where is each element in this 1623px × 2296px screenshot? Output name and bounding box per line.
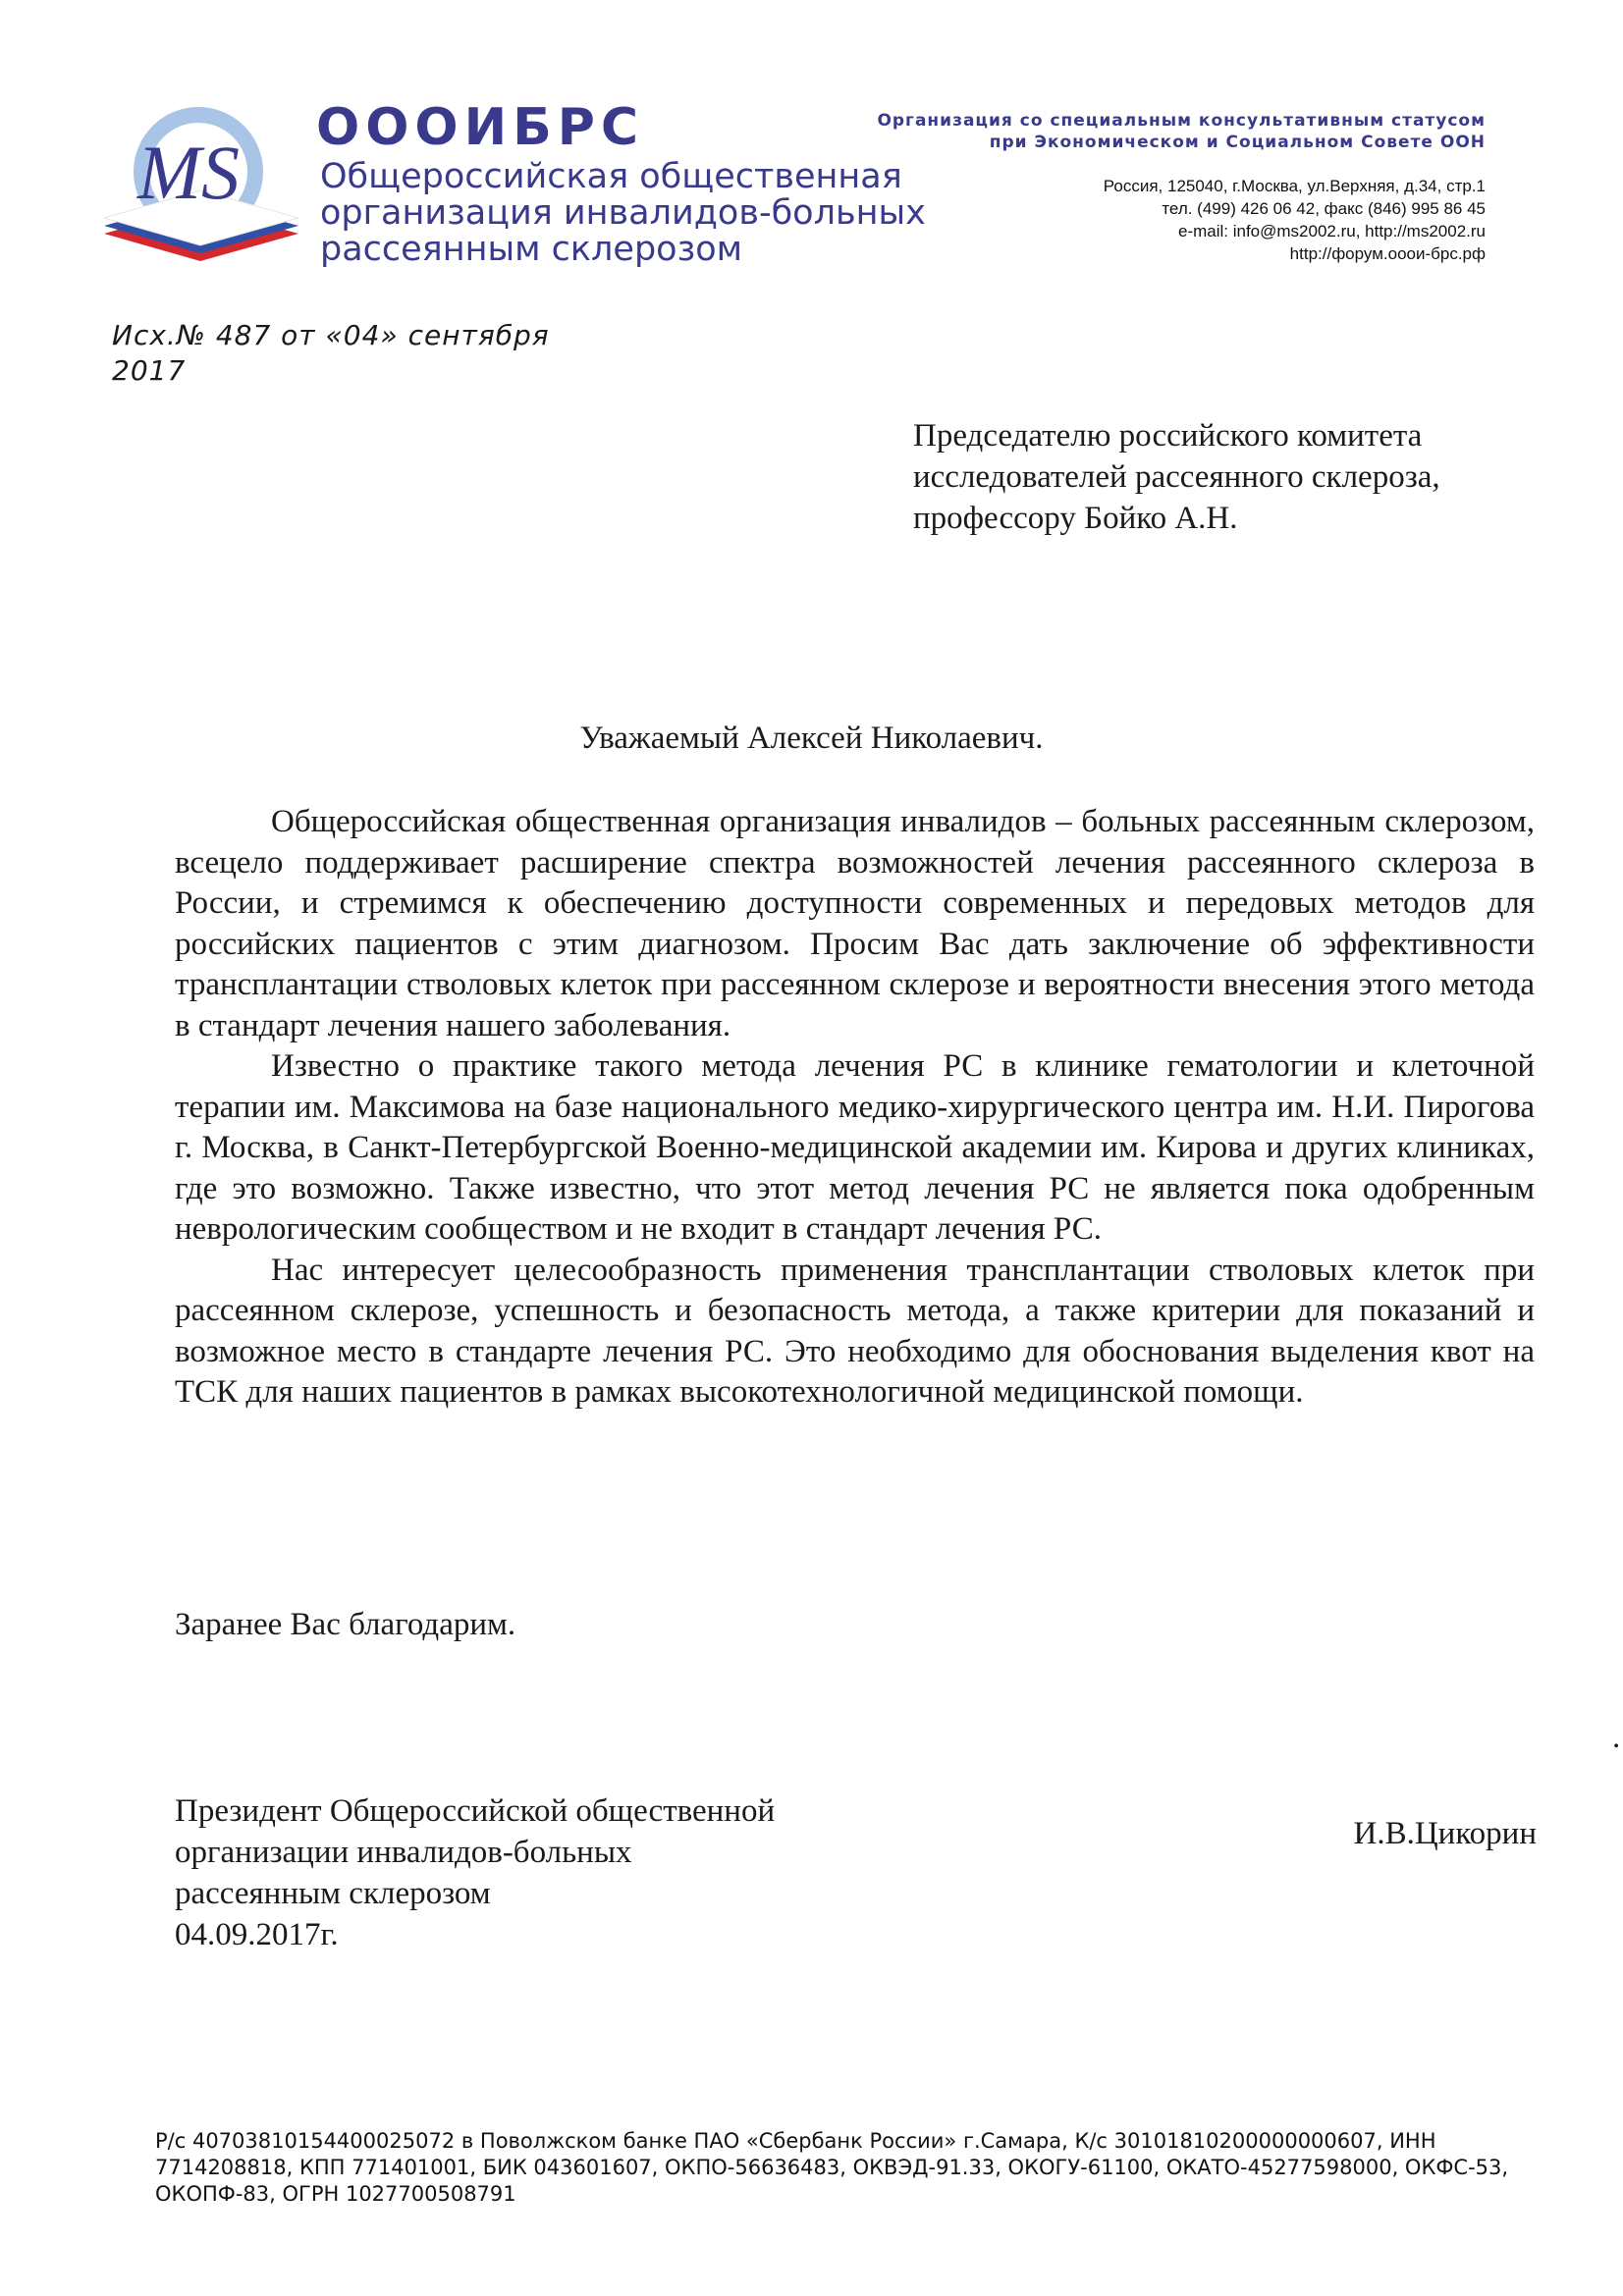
- contact-phone: тел. (499) 426 06 42, факс (846) 995 86 45: [1162, 199, 1486, 218]
- signature-title-line: организации инвалидов-больных: [175, 1835, 632, 1870]
- addressee-line: Председателю российского комитета: [913, 418, 1423, 454]
- stray-mark: .: [1612, 1720, 1621, 1755]
- body-paragraph: Нас интересует целесообразность применения трансплантации стволовых клеток при рассеянном склерозе, успешность и безопасность метода, а также критерии для показаний и возможное место в стандарте лечения РС. Это необходимо для обоснования выделения квот на ТСК для наших пациентов в рамках высокотехнологичной медицинской помощи.: [175, 1252, 1535, 1410]
- salutation: Уважаемый Алексей Николаевич.: [579, 721, 1044, 756]
- org-short-name: ОООИБРС: [316, 98, 645, 157]
- un-status-line: при Экономическом и Социальном Совете ООН: [989, 133, 1486, 152]
- signer-name: И.В.Цикорин: [1353, 1816, 1537, 1851]
- addressee-line: профессору Бойко А.Н.: [913, 501, 1238, 536]
- org-full-name-line: Общероссийская общественная: [320, 157, 902, 196]
- organization-logo: [98, 108, 304, 265]
- org-full-name-line: рассеянным склерозом: [320, 230, 743, 269]
- closing-thanks: Заранее Вас благодарим.: [175, 1607, 516, 1642]
- signature-date: 04.09.2017г.: [175, 1917, 339, 1952]
- org-full-name-line: организация инвалидов-больных: [320, 193, 926, 233]
- contact-forum-link: http://форум.ооои-брс.рф: [1289, 244, 1486, 263]
- un-status-line: Организация со специальным консультативным статусом: [877, 111, 1486, 131]
- signature-title-line: рассеянным склерозом: [175, 1876, 491, 1911]
- addressee-line: исследователей рассеянного склероза,: [913, 459, 1440, 495]
- letter-body: [175, 802, 1535, 1414]
- logo-monogram: MS: [137, 130, 240, 215]
- signature-title-line: Президент Общероссийской общественной: [175, 1793, 776, 1829]
- contact-address: Россия, 125040, г.Москва, ул.Верхняя, д.34, стр.1: [1103, 177, 1486, 195]
- contact-email: e-mail: info@ms2002.ru, http://ms2002.ru: [1177, 222, 1486, 240]
- bank-details-footer: Р/с 40703810154400025072 в Поволжском банке ПАО «Сбербанк России» г.Самара, К/с 30101810200000000607, ИНН 7714208818, КПП 771401001, БИК 043601607, ОКПО-56636483, ОКВЭД-91.33, ОКОГУ-61100, ОКАТО-45277598000, ОКФС-53, ОКОПФ-83, ОГРН 1027700508791: [155, 2129, 1509, 2206]
- body-paragraph: Общероссийская общественная организация инвалидов – больных рассеянным склерозом, всецело поддерживает расширение спектра возможностей лечения рассеянного склероза в России, и стремимся к обеспечению доступности современных и передовых методов для российских пациентов с этим диагнозом. Просим Вас дать заключение об эффективности трансплантации стволовых клеток при рассеянном склерозе и вероятности внесения этого метода в стандарт лечения нашего заболевания.: [175, 804, 1535, 1043]
- body-paragraph: Известно о практике такого метода лечения РС в клинике гематологии и клеточной терапии им. Максимова на базе национального медико-хирургического центра им. Н.И. Пирогова г. Москва, в Санкт-Петербургской Военно-медицинской академии им. Кирова и других клиниках, где это возможно. Также известно, что этот метод лечения РС не является пока одобренным неврологическим сообществом и не входит в стандарт лечения РС.: [175, 1048, 1535, 1247]
- outgoing-number: Исх.№ 487 от «04» сентября 2017: [112, 319, 550, 387]
